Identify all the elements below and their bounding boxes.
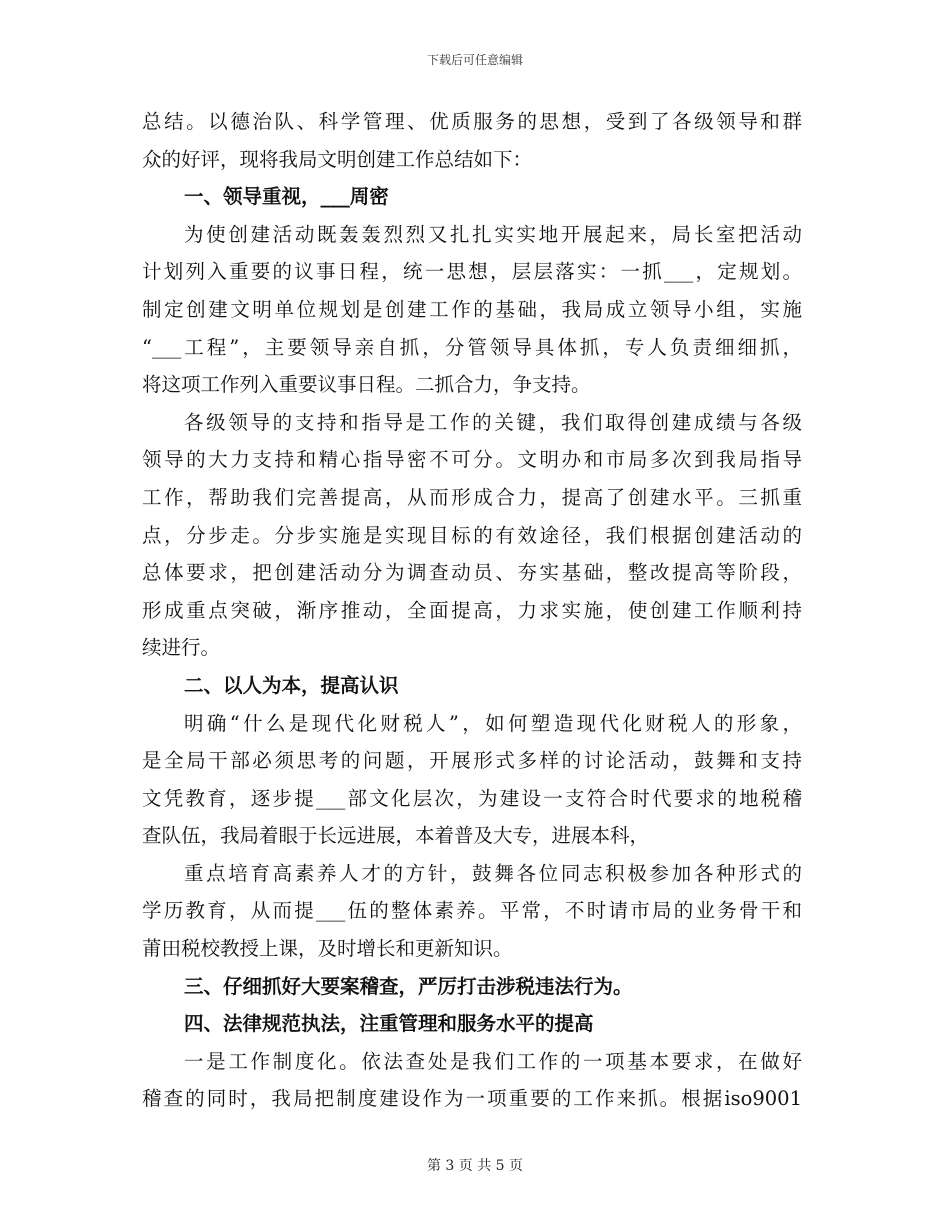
text-line: 学历教育，从而提___伍的整体素养。平常，不时请市局的业务骨干和 — [142, 899, 802, 923]
text-line: 文凭教育，逐步提___部文化层次，为建设一支符合时代要求的地税稽 — [142, 786, 802, 810]
text-line: 总体要求，把创建活动分为调查动员、夯实基础，整改提高等阶段， — [142, 561, 802, 585]
page-header: 下载后可任意编辑 — [426, 53, 523, 67]
text-line: 为使创建活动既轰轰烈烈又扎扎实实地开展起来，局长室把活动 — [184, 222, 802, 246]
section-heading-2: 二、以人为本，提高认识 — [184, 673, 399, 697]
text-line: 查队伍，我局着眼于长远进展，本着普及大专，进展本科， — [142, 824, 650, 848]
text-line: 领导的大力支持和精心指导密不可分。文明办和市局多次到我局指导 — [142, 448, 802, 472]
text-line: 将这项工作列入重要议事日程。二抓合力，争支持。 — [142, 373, 591, 397]
text-line: 一是工作制度化。依法查处是我们工作的一项基本要求，在做好 — [184, 1049, 802, 1073]
section-heading-1: 一、领导重视，___周密 — [184, 185, 389, 209]
text-line: 众的好评，现将我局文明创建工作总结如下： — [142, 147, 533, 171]
text-line: 点，分步走。分步实施是实现目标的有效途径，我们根据创建活动的 — [142, 523, 802, 547]
text-line: “___工程”，主要领导亲自抓，分管领导具体抓，专人负责细细抓， — [142, 335, 802, 359]
text-line: 形成重点突破，渐序推动，全面提高，力求实施，使创建工作顺利持 — [142, 598, 802, 622]
document-body — [142, 103, 802, 1118]
page-number: 第 3 页 共 5 页 — [426, 1158, 524, 1174]
section-heading-4: 四、法律规范执法，注重管理和服务水平的提高 — [184, 1012, 594, 1036]
text-line: 重点培育高素养人才的方针，鼓舞各位同志积极参加各种形式的 — [184, 861, 802, 885]
text-line: 是全局干部必须思考的问题，开展形式多样的讨论活动，鼓舞和支持 — [142, 749, 802, 773]
text-line: 制定创建文明单位规划是创建工作的基础，我局成立领导小组，实施 — [142, 297, 802, 321]
text-line: 明确“什么是现代化财税人”，如何塑造现代化财税人的形象， — [184, 711, 802, 735]
text-line: 工作，帮助我们完善提高，从而形成合力，提高了创建水平。三抓重 — [142, 485, 802, 509]
text-line: 莆田税校教授上课，及时增长和更新知识。 — [142, 937, 513, 961]
text-line: 稽查的同时，我局把制度建设作为一项重要的工作来抓。根据iso9001 — [142, 1087, 802, 1111]
text-line: 总结。以德治队、科学管理、优质服务的思想，受到了各级领导和群 — [142, 110, 802, 133]
section-heading-3: 三、仔细抓好大要案稽查，严厉打击涉税违法行为。 — [184, 974, 633, 998]
text-line: 续进行。 — [142, 636, 221, 660]
text-line: 计划列入重要的议事日程，统一思想，层层落实：一抓___，定规划。 — [142, 260, 802, 284]
text-line: 各级领导的支持和指导是工作的关键，我们取得创建成绩与各级 — [184, 410, 802, 434]
